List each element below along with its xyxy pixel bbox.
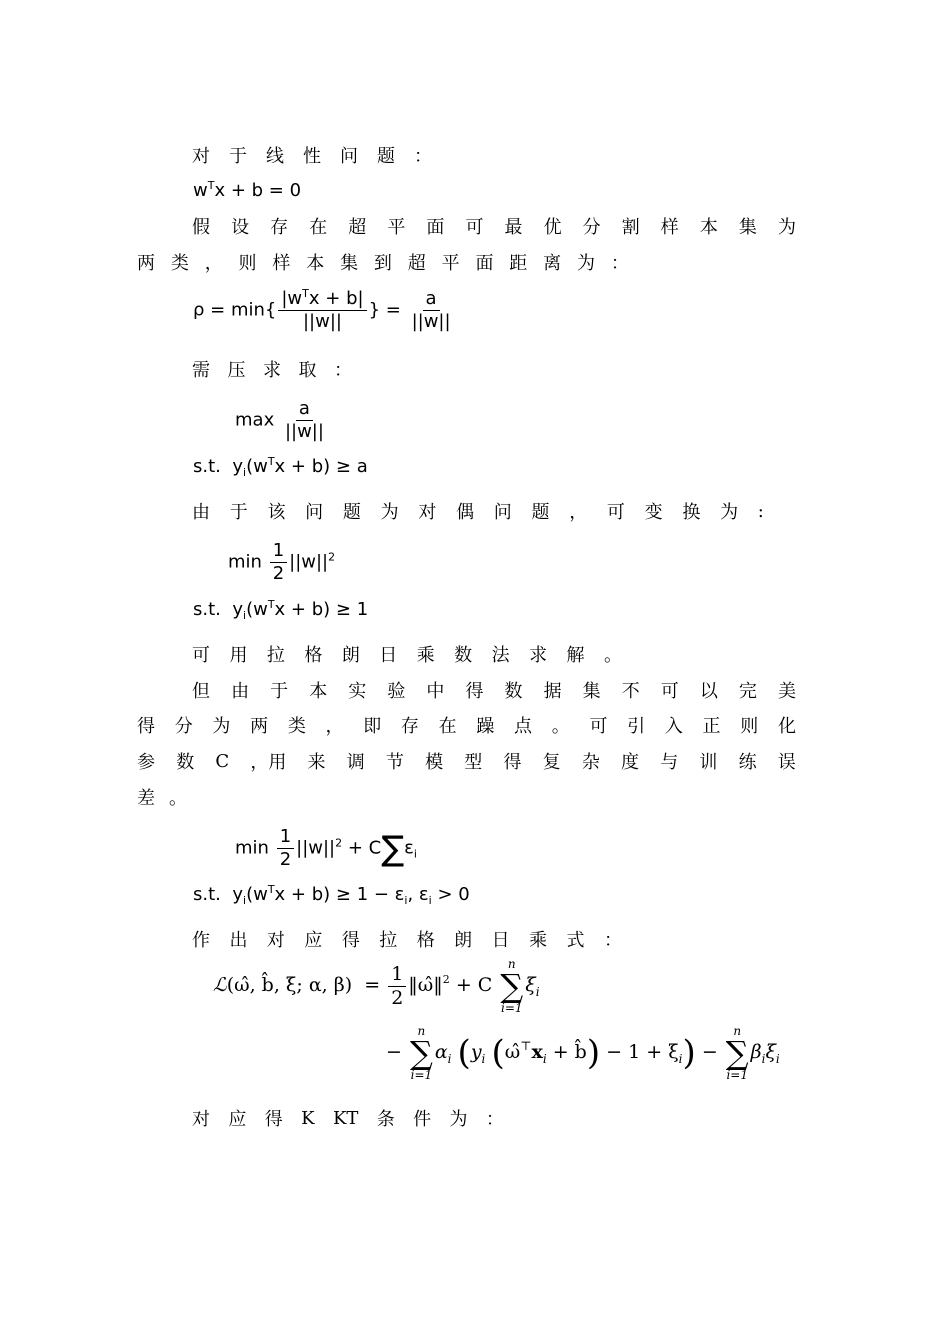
- glyph: 躁: [476, 716, 495, 737]
- glyph: 距: [509, 253, 528, 274]
- glyph: 。: [551, 716, 570, 737]
- glyph: 则: [238, 253, 257, 274]
- glyph: ，用: [250, 752, 287, 773]
- glyph: 取: [298, 360, 317, 381]
- glyph: 解: [566, 645, 585, 666]
- glyph: 可: [465, 217, 484, 238]
- glyph: 以: [699, 681, 718, 702]
- glyph: 题: [531, 502, 550, 523]
- glyph: 数: [504, 681, 523, 702]
- glyph: 为: [380, 502, 399, 523]
- glyph: 应: [228, 1109, 247, 1130]
- sum-symbol: n ∑ i=1: [725, 1024, 749, 1082]
- glyph: 两: [250, 716, 269, 737]
- glyph: 本: [306, 253, 325, 274]
- glyph: 优: [543, 217, 562, 238]
- glyph: ，: [325, 716, 344, 737]
- glyph: 引: [627, 716, 646, 737]
- glyph: 对: [418, 502, 437, 523]
- glyph: ：: [603, 930, 622, 951]
- glyph: 求: [263, 360, 281, 381]
- glyph: 误: [777, 752, 796, 773]
- glyph: 为: [212, 716, 231, 737]
- glyph: 朗: [454, 930, 473, 951]
- glyph: 存: [270, 217, 289, 238]
- glyph: 。: [603, 645, 622, 666]
- glyph: 入: [664, 716, 683, 737]
- glyph: ：: [485, 1109, 504, 1130]
- sum-symbol: n ∑ i=1: [500, 957, 524, 1015]
- text-line-dual-problem: [192, 498, 764, 524]
- glyph: 超: [407, 253, 426, 274]
- glyph: 需: [192, 360, 210, 381]
- text-line-noise-1: [192, 677, 796, 703]
- fraction: $\frac{1}{2}$: [270, 542, 287, 583]
- text-line-kkt: [192, 1105, 504, 1131]
- glyph: 乘: [529, 930, 548, 951]
- glyph: 到: [373, 253, 392, 274]
- glyph: 平: [441, 253, 460, 274]
- glyph: 存: [400, 716, 419, 737]
- glyph: 但: [192, 681, 210, 702]
- text-line-noise-2: [137, 712, 796, 738]
- text-line-lagrangian-form: [192, 926, 622, 952]
- glyph: K: [301, 1107, 315, 1129]
- glyph: 对: [192, 146, 210, 167]
- equation-max: max $\frac{a}{||w||}$: [235, 400, 329, 441]
- glyph: 得: [503, 752, 522, 773]
- glyph: 对: [192, 1109, 210, 1130]
- glyph: 正: [702, 716, 721, 737]
- glyph: 可: [606, 502, 625, 523]
- glyph: 本: [699, 217, 718, 238]
- glyph: 得: [137, 716, 155, 737]
- glyph: 作: [192, 930, 210, 951]
- glyph: 分: [174, 716, 193, 737]
- text-line-noise-3: [137, 748, 796, 774]
- glyph: 线: [266, 146, 284, 167]
- glyph: 杂: [581, 752, 600, 773]
- glyph: 据: [543, 681, 562, 702]
- text-line-lagrange-method: [192, 641, 622, 667]
- text-line-linear-problem: [192, 142, 432, 168]
- fraction: $\frac{1}{2}$: [388, 965, 406, 1008]
- glyph: 日: [379, 645, 398, 666]
- glyph: 为: [720, 502, 739, 523]
- glyph: 离: [543, 253, 562, 274]
- glyph: 类: [170, 253, 189, 274]
- glyph: 则: [740, 716, 759, 737]
- glyph: 来: [307, 752, 326, 773]
- text-line-require: [192, 356, 352, 382]
- glyph: 性: [303, 146, 321, 167]
- equation-constraint-1: s.t. $y_i(w^Tx + b) \ge a$: [193, 455, 368, 479]
- glyph: 最: [504, 217, 523, 238]
- glyph: 可: [589, 716, 608, 737]
- glyph: 完: [738, 681, 757, 702]
- glyph: 件: [413, 1109, 432, 1130]
- glyph: 美: [777, 681, 796, 702]
- glyph: 分: [582, 217, 601, 238]
- glyph: 题: [342, 502, 361, 523]
- glyph: 条: [376, 1109, 395, 1130]
- glyph: 用: [229, 645, 248, 666]
- equation-hyperplane: $w^Tx + b = 0$: [193, 179, 302, 201]
- glyph: 拉: [379, 930, 398, 951]
- glyph: 偶: [456, 502, 475, 523]
- glyph: 朗: [341, 645, 360, 666]
- glyph: 集: [738, 217, 757, 238]
- glyph: 集: [582, 681, 601, 702]
- equation-constraint-3: s.t. $y_i(w^Tx + b) \ge 1 - \varepsilon_i$, $\varepsilon_i > 0$: [193, 883, 470, 907]
- equation-min-1: min $\frac{1}{2}$ $||w||^2$: [228, 540, 336, 584]
- glyph: 节: [385, 752, 404, 773]
- glyph: 模: [425, 752, 444, 773]
- glyph: 日: [491, 930, 510, 951]
- glyph: KT: [332, 1107, 359, 1129]
- glyph: ：: [334, 360, 352, 381]
- glyph: 两: [137, 253, 155, 274]
- sum-symbol: ∑: [381, 828, 405, 869]
- glyph: 由: [231, 681, 250, 702]
- glyph: 割: [621, 217, 640, 238]
- glyph: 型: [464, 752, 483, 773]
- glyph: 面: [475, 253, 494, 274]
- glyph: 实: [348, 681, 367, 702]
- glyph: 格: [304, 645, 323, 666]
- glyph: 类: [287, 716, 306, 737]
- glyph: 即: [363, 716, 382, 737]
- fraction: $\frac{a}{||w||}$: [284, 398, 324, 442]
- equation-lagrangian-line-1: ℒ(ω̂, b̂, ξ; α, β) = $\frac{1}{2}$ ‖ω̂‖$^2$ + C n ∑ i=1 $\xi_i$: [213, 957, 540, 1015]
- glyph: 求: [529, 645, 548, 666]
- glyph: 题: [377, 146, 395, 167]
- glyph: 点: [514, 716, 533, 737]
- glyph: 参: [137, 752, 155, 773]
- glyph: 法: [491, 645, 510, 666]
- glyph: 该: [267, 502, 286, 523]
- glyph: 为: [576, 253, 595, 274]
- equation-constraint-2: s.t. $y_i(w^Tx + b) \ge 1$: [193, 598, 369, 622]
- glyph: 为: [777, 217, 796, 238]
- glyph: :: [757, 500, 764, 522]
- glyph: 变: [644, 502, 663, 523]
- glyph: 训: [699, 752, 718, 773]
- glyph: 在: [438, 716, 457, 737]
- glyph: 中: [426, 681, 445, 702]
- glyph: 不: [621, 681, 640, 702]
- glyph: 本: [309, 681, 328, 702]
- glyph: 度: [621, 752, 640, 773]
- glyph: 为: [449, 1109, 468, 1130]
- glyph: 样: [660, 217, 679, 238]
- glyph: 复: [542, 752, 561, 773]
- glyph: 差: [137, 788, 155, 809]
- glyph: 格: [416, 930, 435, 951]
- glyph: 数: [454, 645, 473, 666]
- text-line-noise-4: [137, 784, 187, 810]
- glyph: 应: [304, 930, 323, 951]
- glyph: 假: [192, 217, 210, 238]
- fraction: $\frac{1}{2}$: [277, 828, 294, 869]
- glyph: ：: [414, 146, 432, 167]
- glyph: 在: [309, 217, 328, 238]
- glyph: 验: [387, 681, 406, 702]
- glyph: 可: [192, 645, 210, 666]
- glyph: 由: [192, 502, 210, 523]
- equation-min-2: min $\frac{1}{2}$ $||w||^2 + C\sum\varepsilon_i$: [235, 826, 417, 870]
- glyph: ，: [569, 502, 588, 523]
- glyph: 问: [493, 502, 512, 523]
- glyph: 式: [566, 930, 585, 951]
- glyph: 面: [426, 217, 445, 238]
- glyph: 得: [341, 930, 360, 951]
- glyph: C: [215, 750, 230, 772]
- glyph: ：: [610, 253, 629, 274]
- glyph: 超: [348, 217, 367, 238]
- glyph: 平: [387, 217, 406, 238]
- glyph: 得: [264, 1109, 283, 1130]
- glyph: 练: [738, 752, 757, 773]
- glyph: 可: [660, 681, 679, 702]
- glyph: 设: [231, 217, 250, 238]
- glyph: 出: [229, 930, 248, 951]
- glyph: 问: [305, 502, 324, 523]
- glyph: 换: [682, 502, 701, 523]
- glyph: 拉: [266, 645, 285, 666]
- glyph: 调: [346, 752, 365, 773]
- glyph: 于: [229, 146, 247, 167]
- fraction: $\frac{a}{||w||}$: [411, 288, 451, 332]
- glyph: 于: [229, 502, 248, 523]
- glyph: 乘: [416, 645, 435, 666]
- glyph: 于: [270, 681, 289, 702]
- glyph: 得: [465, 681, 484, 702]
- glyph: 数: [176, 752, 195, 773]
- text-line-distance: [137, 249, 629, 275]
- glyph: 与: [660, 752, 679, 773]
- equation-lagrangian-line-2: − n ∑ i=1 $\alpha_i$ ($y_i$ ($\omegâ^⊤x_i$ + b̂) − $1 + \xi_i$) − n ∑ i=1 $\beta_i\xi_i$: [386, 1024, 780, 1082]
- equation-rho: ρ = min{ $\frac{|w^Tx + b|}{||w||}$ } = $\frac{a}{||w||}$: [193, 290, 456, 331]
- text-line-hyperplane-assumption: [192, 213, 796, 239]
- sum-symbol: n ∑ i=1: [409, 1024, 433, 1082]
- glyph: 化: [777, 716, 796, 737]
- glyph: ，: [204, 253, 223, 274]
- glyph: 样: [272, 253, 291, 274]
- glyph: 集: [340, 253, 359, 274]
- fraction: $\frac{|w^Tx + b|}{||w||}$: [278, 290, 366, 331]
- glyph: 压: [227, 360, 246, 381]
- glyph: 。: [169, 788, 187, 809]
- glyph: 问: [340, 146, 358, 167]
- glyph: 对: [266, 930, 285, 951]
